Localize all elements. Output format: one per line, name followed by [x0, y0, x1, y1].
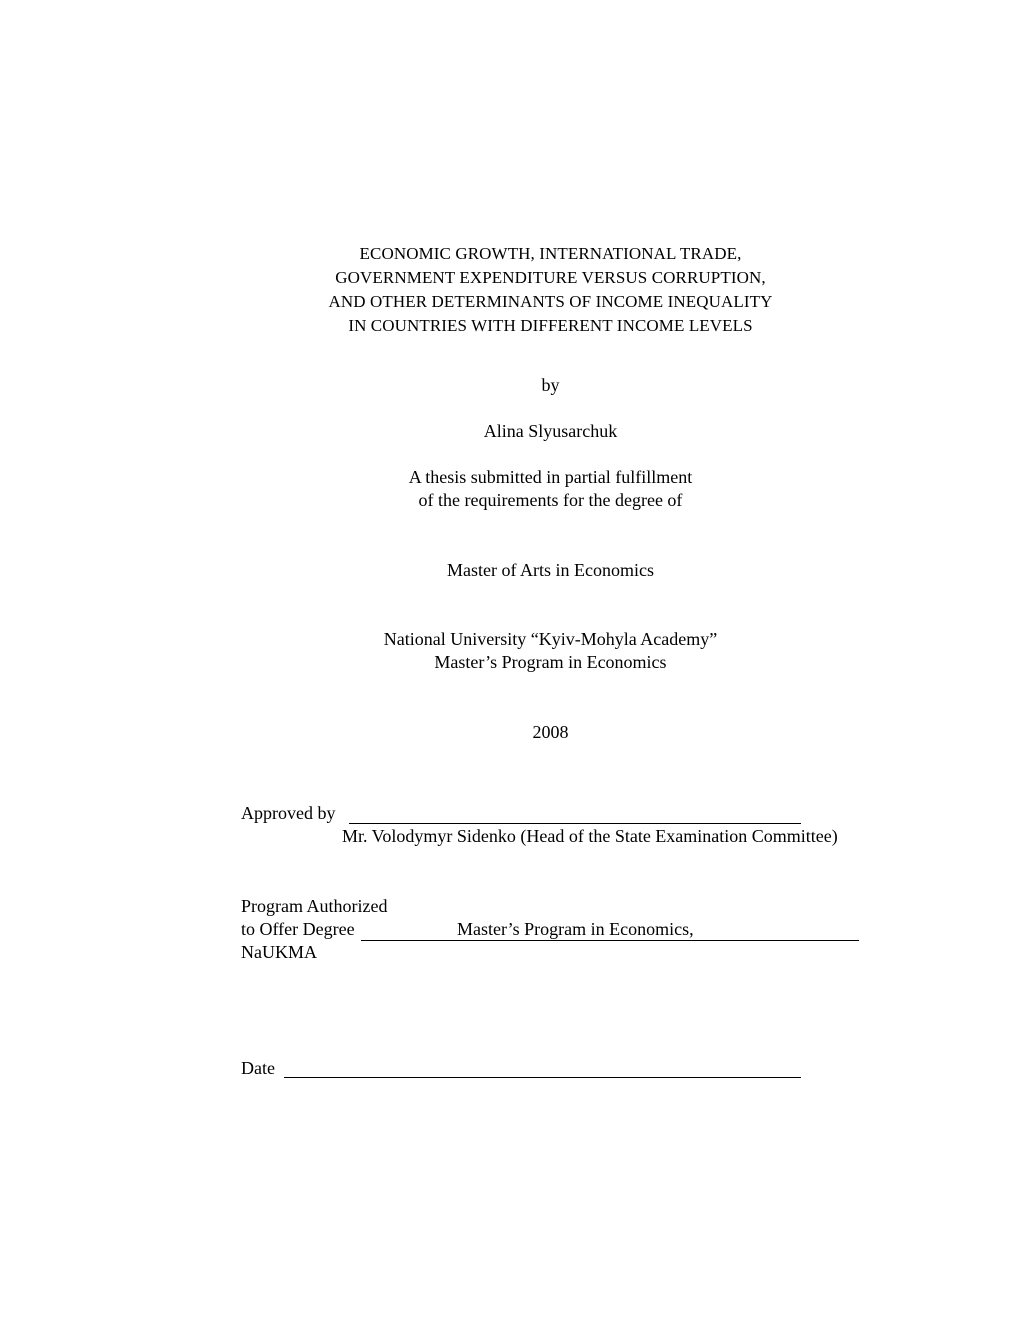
program-authorized-value-line-2: NaUKMA — [241, 942, 317, 962]
submission-line-1: A thesis submitted in partial fulfillment — [408, 467, 693, 487]
by-label: by — [541, 375, 560, 395]
thesis-year: 2008 — [532, 722, 569, 742]
thesis-title-line-1: ECONOMIC GROWTH, INTERNATIONAL TRADE, — [359, 244, 742, 263]
program-name: Master’s Program in Economics — [434, 652, 667, 672]
thesis-title-line-4: IN COUNTRIES WITH DIFFERENT INCOME LEVELS — [348, 316, 753, 335]
program-authorized-line — [361, 940, 859, 941]
thesis-title-line-2: GOVERNMENT EXPENDITURE VERSUS CORRUPTION, — [335, 268, 766, 287]
date-signature-line — [284, 1077, 801, 1078]
thesis-title-line-3: AND OTHER DETERMINANTS OF INCOME INEQUALITY — [328, 292, 773, 311]
program-authorized-label-2: to Offer Degree — [241, 919, 355, 939]
program-authorized-value: Master’s Program in Economics, — [457, 919, 694, 939]
submission-line-2: of the requirements for the degree of — [418, 490, 683, 510]
program-authorized-label-1: Program Authorized — [241, 896, 388, 916]
approved-by-label: Approved by — [241, 803, 336, 823]
author-name: Alina Slyusarchuk — [483, 421, 618, 441]
institution-name: National University “Kyiv-Mohyla Academy” — [383, 629, 718, 649]
approval-signature-line — [349, 823, 801, 824]
date-label: Date — [241, 1058, 275, 1078]
degree-name: Master of Arts in Economics — [447, 560, 654, 580]
approver-name: Mr. Volodymyr Sidenko (Head of the State Examination Committee) — [342, 826, 838, 846]
